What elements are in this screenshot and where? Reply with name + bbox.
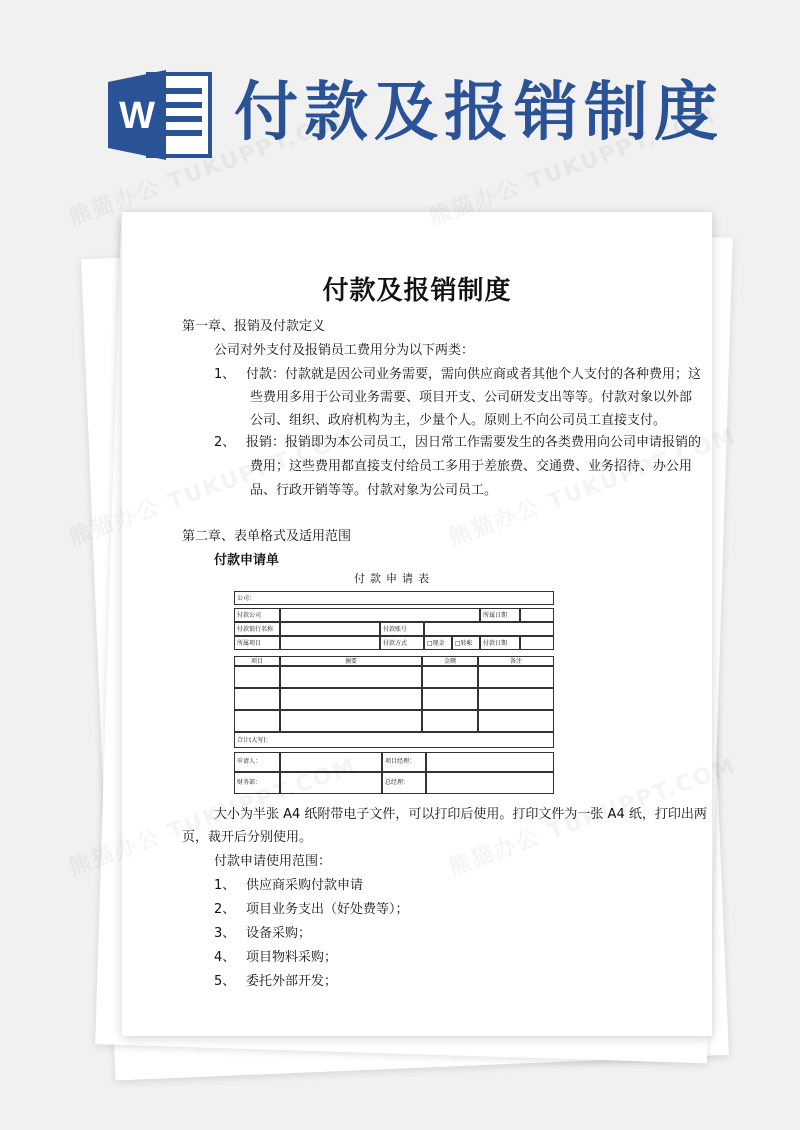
list-number: 5、 (214, 974, 236, 989)
form-body-cell (280, 688, 422, 710)
form-body-cell (280, 666, 422, 688)
form-body-cell (234, 710, 280, 732)
chapter1-intro: 公司对外支付及报销员工费用分为以下两类： (214, 343, 475, 358)
form-label: 付款账号 (380, 622, 424, 636)
form-value-cell (424, 622, 554, 636)
payment-request-form (234, 572, 554, 794)
list-number: 2、 (214, 435, 236, 450)
paragraph-line: 付款：付款就是因公司业务需要，需向供应商或者其他个人支付的各种费用；这 (246, 367, 702, 382)
form-body-cell (234, 688, 280, 710)
form-value-cell (280, 608, 480, 622)
form-value-cell (520, 636, 554, 650)
form-label: 项目经理： (382, 752, 426, 772)
form-caption: 付款申请表 (354, 572, 434, 585)
form-col-header: 金额 (422, 656, 478, 666)
form-col-header: 摘要 (280, 656, 422, 666)
form-body-cell (478, 688, 554, 710)
paragraph-line: 些费用多用于公司业务需要、项目开支、公司研发支出等等。付款对象以外部 (250, 390, 693, 405)
form-col-header: 备注 (478, 656, 554, 666)
list-item: 设备采购； (246, 926, 312, 941)
form-body-cell (478, 666, 554, 688)
form-body-cell (422, 688, 478, 710)
form-label: 所属项目 (234, 636, 280, 650)
list-item: 项目物料采购； (246, 950, 338, 965)
form-col-header: 项目 (234, 656, 280, 666)
svg-text:W: W (119, 95, 155, 137)
form-value-cell (520, 608, 554, 622)
paragraph-line: 报销：报销即为本公司员工，因日常工作需要发生的各类费用向公司申请报销的 (246, 435, 702, 450)
form-body-cell (478, 710, 554, 732)
list-item: 项目业务支出（好处费等）； (246, 902, 409, 917)
form-label: 申请人： (234, 752, 280, 772)
form-label: 付款公司 (234, 608, 280, 622)
list-number: 4、 (214, 950, 236, 965)
paragraph-line: 品、行政开销等等。付款对象为公司员工。 (250, 483, 498, 498)
form-label: 付款日期 (480, 636, 520, 650)
list-number: 1、 (214, 878, 236, 893)
document-title: 付款及报销制度 (322, 276, 512, 306)
form-label: 财务部： (234, 772, 280, 794)
form-sign-cell (426, 772, 554, 794)
form-body-cell (422, 666, 478, 688)
paragraph-line: 费用；这些费用都直接支付给员工多用于差旅费、交通费、业务招待、办公用 (250, 459, 693, 474)
chapter2-heading: 第二章、表单格式及适用范围 (182, 529, 352, 544)
word-logo-icon (108, 70, 214, 160)
paragraph-line: 页，裁开后分别使用。 (182, 830, 313, 845)
header-title: 付款及报销制度 (234, 76, 724, 150)
form-total-cell: 合计(大写)： (234, 732, 554, 748)
form-value-cell (280, 636, 380, 650)
paragraph-line: 大小为半张 A4 纸附带电子文件，可以打印后使用。打印文件为一张 A4 纸，打印出两 (214, 807, 707, 822)
list-item: 委托外部开发； (246, 974, 338, 989)
form-label: 付款方式 (380, 636, 424, 650)
form-sign-cell (426, 752, 554, 772)
form-checkbox-transfer: □转帐 (452, 636, 480, 650)
scope-title: 付款申请使用范围： (214, 854, 332, 869)
form-subheading: 付款申请单 (214, 553, 280, 568)
form-label: 总经理： (382, 772, 426, 794)
document-page (122, 212, 712, 1036)
list-item: 供应商采购付款申请 (246, 878, 364, 893)
form-value-cell (280, 622, 380, 636)
chapter1-heading: 第一章、报销及付款定义 (182, 319, 326, 334)
form-label: 付款银行名称 (234, 622, 280, 636)
form-company-cell: 公司： (234, 591, 554, 605)
form-body-cell (422, 710, 478, 732)
form-checkbox-cash: □现金 (424, 636, 452, 650)
paragraph-line: 公司、组织、政府机构为主，少量个人。原则上不向公司员工直接支付。 (250, 413, 667, 428)
list-number: 2、 (214, 902, 236, 917)
list-number: 1、 (214, 367, 236, 382)
list-number: 3、 (214, 926, 236, 941)
form-label: 所属日期 (480, 608, 520, 622)
form-body-cell (234, 666, 280, 688)
form-body-cell (280, 710, 422, 732)
